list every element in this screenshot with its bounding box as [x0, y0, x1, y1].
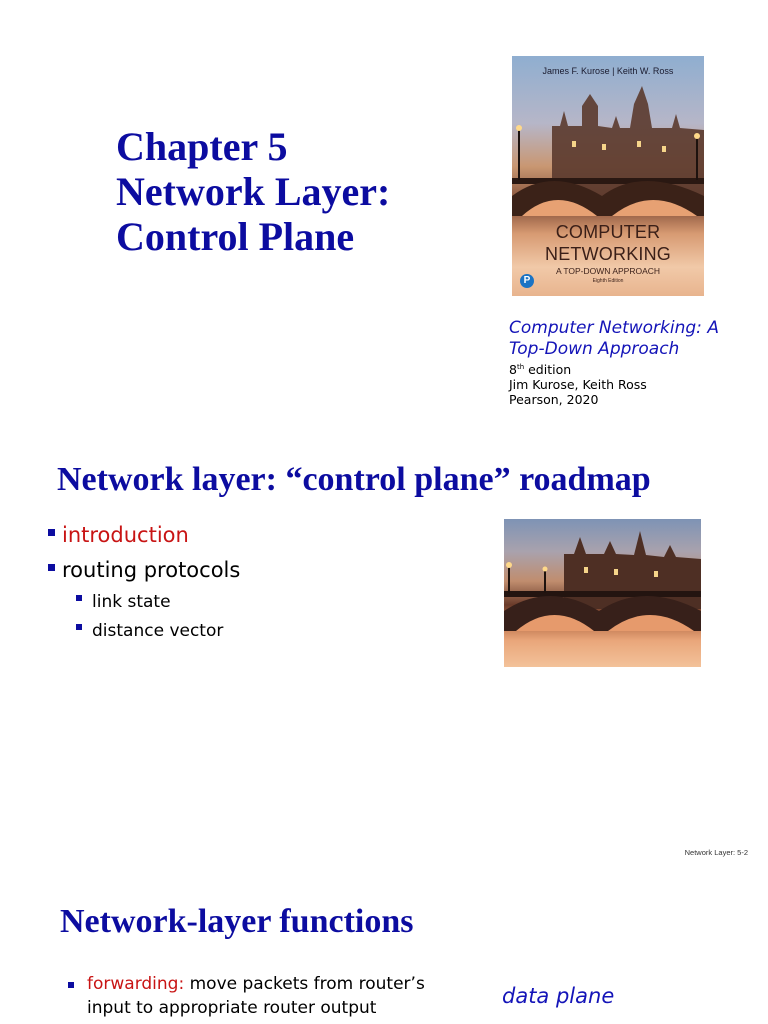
bullet-square-icon: [76, 624, 82, 630]
bullet-text: routing protocols: [62, 558, 241, 582]
photo-artwork: [504, 519, 701, 667]
cover-authors: James F. Kurose | Keith W. Ross: [542, 66, 674, 76]
bullet-item: [48, 523, 189, 547]
edition-word: edition: [524, 362, 572, 378]
sub-bullet-item: [76, 621, 223, 641]
chapter-title-line: Chapter 5: [116, 124, 288, 169]
bullet-item: [48, 558, 240, 582]
sub-bullet-text: link state: [92, 592, 171, 612]
functions-slide: [0, 870, 768, 1024]
bullet-square-icon: [48, 529, 55, 536]
title-slide: [0, 0, 768, 428]
bullet-square-icon: [76, 595, 82, 601]
slide-footer: Network Layer: 5-2: [684, 848, 748, 857]
slide-title: Network layer: “control plane” roadmap: [57, 461, 651, 498]
slide-title: Network-layer functions: [60, 903, 414, 940]
book-publisher: Pearson, 2020: [509, 392, 599, 408]
edition-suffix: th: [516, 363, 525, 371]
book-title: Computer Networking: A: [509, 318, 719, 338]
term-forwarding: forwarding:: [87, 974, 185, 994]
bullet-text: [87, 974, 425, 994]
cover-edition: Eighth Edition: [592, 278, 624, 284]
book-edition: [509, 360, 719, 377]
bullet-square-icon: [68, 982, 74, 988]
forwarding-description: move packets from router’s: [184, 974, 425, 994]
book-cover-image: [512, 56, 704, 296]
book-title: Top-Down Approach: [509, 339, 680, 359]
roadmap-slide: [0, 428, 768, 870]
chapter-title-line: Control Plane: [116, 214, 355, 259]
data-plane-label: data plane: [502, 984, 615, 1008]
bullet-text-continued: input to appropriate router output: [87, 998, 377, 1018]
bullet-square-icon: [48, 564, 55, 571]
cover-title: COMPUTER: [555, 222, 661, 242]
cover-title: NETWORKING: [545, 244, 671, 264]
cover-subtitle: A TOP-DOWN APPROACH: [555, 266, 661, 276]
book-caption: [509, 318, 719, 407]
edition-number: 8: [509, 362, 517, 378]
bullet-text: introduction: [62, 523, 189, 547]
sub-bullet-text: distance vector: [92, 621, 224, 641]
bridge-photo: [504, 519, 701, 667]
pearson-logo-icon: P: [520, 274, 534, 288]
book-authors: Jim Kurose, Keith Ross: [509, 377, 647, 393]
sub-bullet-item: [76, 592, 171, 612]
chapter-title-line: Network Layer:: [116, 169, 391, 214]
chapter-title: [116, 124, 390, 259]
